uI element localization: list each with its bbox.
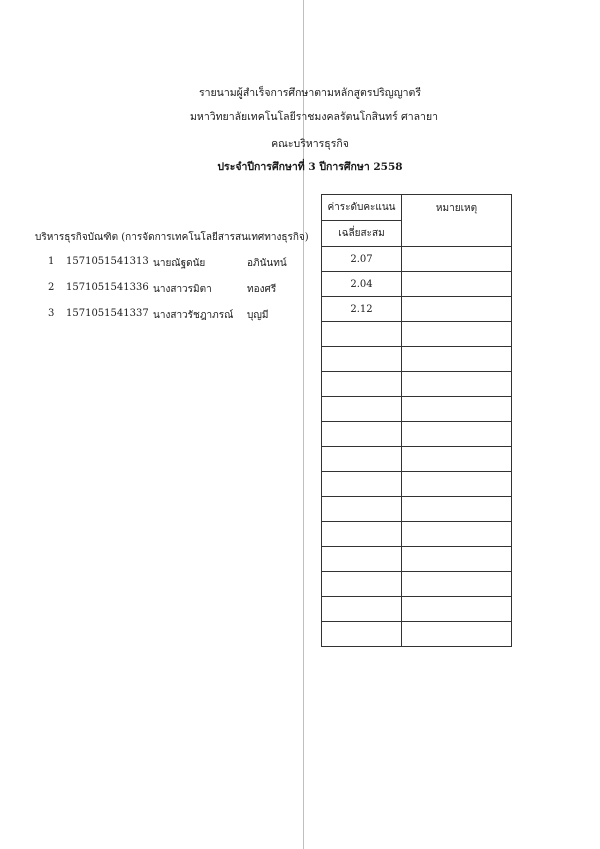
gpa-cell: [322, 372, 402, 397]
remarks-cell: [402, 497, 512, 522]
table-row: [322, 447, 512, 472]
remarks-cell: [402, 522, 512, 547]
gpa-cell: 2.04: [322, 272, 402, 297]
table-row: [322, 622, 512, 647]
gpa-cell: [322, 572, 402, 597]
gpa-cell: 2.07: [322, 247, 402, 272]
program-name: บริหารธุรกิจบัณฑิต (การจัดการเทคโนโลยีสารสนเทศทางธุรกิจ): [35, 232, 309, 243]
remarks-header: หมายเหตุ: [402, 195, 512, 247]
remarks-cell: [402, 372, 512, 397]
gpa-cell: [322, 622, 402, 647]
table-row: [322, 372, 512, 397]
doc-title-line1: รายนามผู้สำเร็จการศึกษาตามหลักสูตรปริญญาตรี: [198, 87, 422, 99]
gpa-cell: [322, 347, 402, 372]
gpa-cell: 2.12: [322, 297, 402, 322]
doc-title-faculty: คณะบริหารธุรกิจ: [271, 138, 349, 150]
student-id: 1571051541336: [66, 282, 149, 293]
gpa-cell: [322, 497, 402, 522]
table-row: [322, 272, 512, 297]
gpa-cell: [322, 547, 402, 572]
gpa-cell: [322, 597, 402, 622]
student-name: นางสาวรมิตา: [153, 284, 212, 295]
gpa-cell: [322, 522, 402, 547]
student-number: 1: [48, 256, 55, 267]
remarks-cell: [402, 347, 512, 372]
gpa-cell: [322, 472, 402, 497]
gpa-header-cell: [322, 221, 402, 247]
remarks-cell: [402, 572, 512, 597]
table-row: [322, 422, 512, 447]
remarks-cell: [402, 422, 512, 447]
table-row: [322, 397, 512, 422]
remarks-cell: [402, 447, 512, 472]
student-surname: บุญมี: [247, 310, 269, 321]
student-id: 1571051541313: [66, 256, 149, 267]
gpa-header-cell: [322, 195, 402, 221]
remarks-cell: [402, 297, 512, 322]
gpa-cell: [322, 422, 402, 447]
student-name: นายณัฐดนัย: [153, 258, 206, 269]
table-row: [322, 497, 512, 522]
page-fold-line: [303, 0, 304, 849]
student-name: นางสาวรัชฎาภรณ์: [153, 310, 234, 321]
student-number: 3: [48, 308, 55, 319]
gpa-cell: [322, 322, 402, 347]
student-number: 2: [48, 282, 55, 293]
table-row: [322, 247, 512, 272]
remarks-cell: [402, 472, 512, 497]
student-id: 1571051541337: [66, 308, 149, 319]
gpa-cell: [322, 397, 402, 422]
remarks-cell: [402, 247, 512, 272]
gpa-header-line2: เฉลี่ยสะสม: [338, 228, 385, 239]
student-surname: ทองศรี: [247, 284, 277, 295]
gpa-header-line1: ค่าระดับคะแนน: [327, 202, 396, 213]
student-surname: อภินันทน์: [247, 258, 287, 269]
table-row: [322, 597, 512, 622]
remarks-cell: [402, 597, 512, 622]
table-row: [322, 347, 512, 372]
remarks-cell: [402, 322, 512, 347]
table-row: [322, 572, 512, 597]
table-row: [322, 472, 512, 497]
table-row: [322, 322, 512, 347]
remarks-cell: [402, 622, 512, 647]
doc-title-university: มหาวิทยาลัยเทคโนโลยีราชมงคลรัตนโกสินทร์ ศาลายา: [190, 111, 438, 123]
remarks-cell: [402, 547, 512, 572]
table-row: [322, 297, 512, 322]
gpa-cell: [322, 447, 402, 472]
doc-title-academic-year: ประจำปีการศึกษาที่ 3 ปีการศึกษา 2558: [217, 161, 403, 173]
table-row: [322, 522, 512, 547]
gpa-table-header-row: [322, 195, 512, 221]
remarks-cell: [402, 272, 512, 297]
table-row: [322, 547, 512, 572]
gpa-table: [321, 194, 512, 647]
remarks-cell: [402, 397, 512, 422]
